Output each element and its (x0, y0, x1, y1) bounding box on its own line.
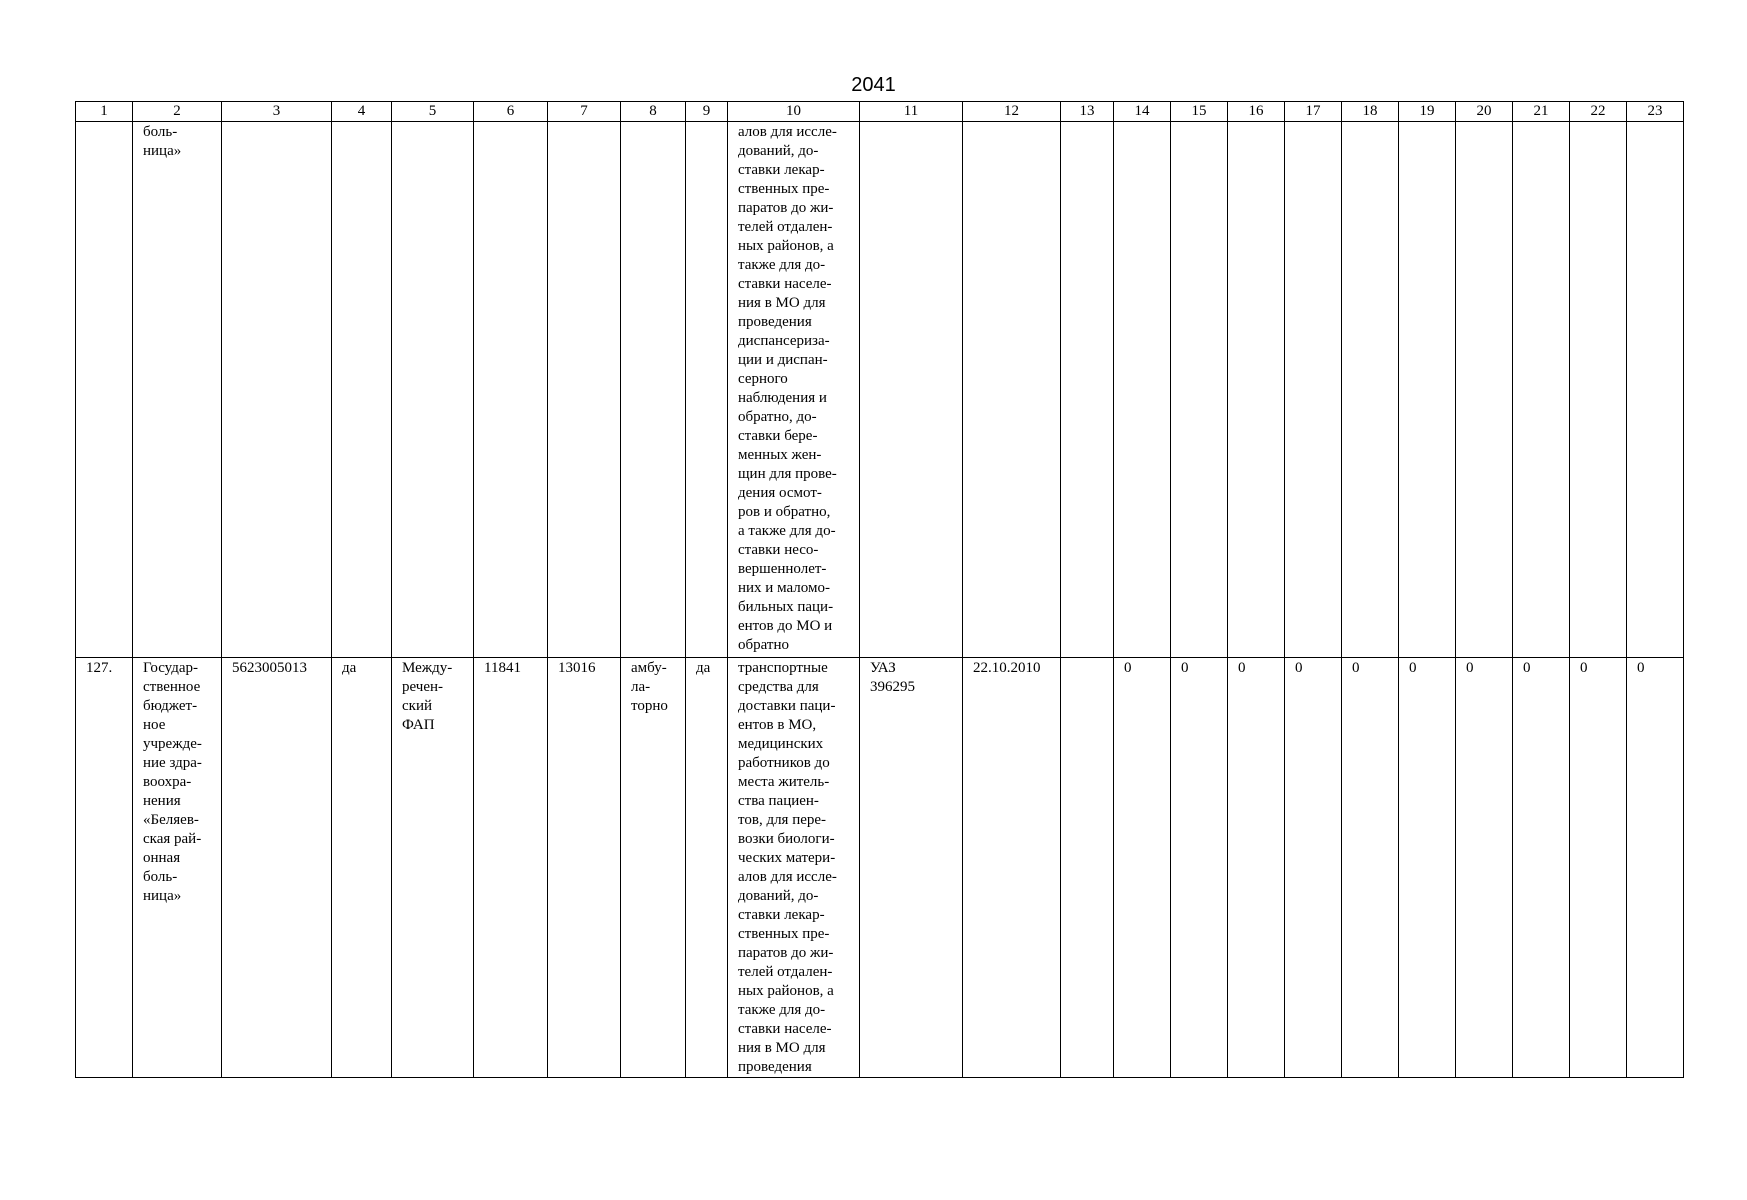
column-number-6: 6 (474, 102, 548, 122)
column-number-20: 20 (1456, 102, 1513, 122)
table-cell-col-18 (1342, 658, 1399, 1078)
cell-text: да (342, 660, 357, 676)
table-cell-col-19 (1399, 122, 1456, 658)
table-cell-col-4 (332, 122, 392, 658)
cell-text: 13016 (558, 660, 596, 676)
column-number-11: 11 (860, 102, 963, 122)
column-number-4: 4 (332, 102, 392, 122)
column-number-19: 19 (1399, 102, 1456, 122)
table-cell-col-21 (1513, 122, 1570, 658)
table-cell-col-23 (1627, 122, 1684, 658)
cell-text: 5623005013 (232, 660, 307, 676)
table-cell-col-13 (1061, 122, 1114, 658)
column-number-18: 18 (1342, 102, 1399, 122)
cell-text: 0 (1466, 660, 1474, 676)
column-number-13: 13 (1061, 102, 1114, 122)
column-number-8: 8 (621, 102, 686, 122)
table-cell-col-11 (860, 122, 963, 658)
cell-text: амбу- ла- торно (631, 660, 668, 714)
table-cell-col-14 (1114, 122, 1171, 658)
cell-text: 0 (1238, 660, 1246, 676)
column-number-10: 10 (728, 102, 860, 122)
table-cell-col-7 (548, 122, 621, 658)
table-cell-col-10 (728, 122, 860, 658)
table-cell-col-15 (1171, 122, 1228, 658)
cell-text: 0 (1409, 660, 1417, 676)
table-cell-col-5 (392, 658, 474, 1078)
cell-text: 0 (1637, 660, 1645, 676)
page-number: 2041 (851, 74, 896, 96)
cell-text: Между- речен- ский ФАП (402, 660, 453, 733)
cell-text: 0 (1580, 660, 1588, 676)
cell-text: 11841 (484, 660, 521, 676)
table-cell-col-1 (76, 658, 133, 1078)
table-cell-col-22 (1570, 122, 1627, 658)
cell-text: алов для иссле- дований, до- ставки лекар- ственных пре- паратов до жи- телей отдален- ных районов, а также для до- ставки населе- ния в МО для проведения диспансериза- ции и диспан- серного наблюдения и обратно, до- ставки бере- менных жен- щин для прове- дения осмот- ров и обратно, а также для до- ставки несо- вершеннолет- них и маломо- бильных паци- ентов до МО и обратно (738, 124, 837, 653)
cell-text: транспортные средства для доставки паци- ентов в МО, медицинских работников до места житель- ства пациен- тов, для пере- возки биологи- ческих матери- алов для иссле- дований, до- ставки лекар- ственных пре- паратов до жи- телей отдален- ных районов, а также для до- ставки населе- ния в МО для проведения (738, 660, 837, 1075)
table-cell-col-22 (1570, 658, 1627, 1078)
cell-text: Государ- ственное бюджет- ное учрежде- ние здра- воохра- нения «Беляев- ская рай- онная боль- ница» (143, 660, 202, 904)
cell-text: УАЗ 396295 (870, 660, 915, 695)
table-cell-col-5 (392, 122, 474, 658)
column-number-9: 9 (686, 102, 728, 122)
table-cell-col-16 (1228, 658, 1285, 1078)
table-cell-col-16 (1228, 122, 1285, 658)
column-number-row (76, 102, 1684, 122)
column-number-21: 21 (1513, 102, 1570, 122)
column-number-23: 23 (1627, 102, 1684, 122)
cell-text: 0 (1181, 660, 1189, 676)
table-cell-col-1 (76, 122, 133, 658)
table-cell-col-23 (1627, 658, 1684, 1078)
table-cell-col-4 (332, 658, 392, 1078)
table-cell-col-3 (222, 658, 332, 1078)
table-cell-col-11 (860, 658, 963, 1078)
table-cell-col-8 (621, 122, 686, 658)
column-number-12: 12 (963, 102, 1061, 122)
column-number-3: 3 (222, 102, 332, 122)
table-cell-col-19 (1399, 658, 1456, 1078)
table-cell-col-3 (222, 122, 332, 658)
cell-text: 127. (86, 660, 113, 676)
table-cell-col-9 (686, 658, 728, 1078)
cell-text: 0 (1295, 660, 1303, 676)
column-number-14: 14 (1114, 102, 1171, 122)
table-cell-col-18 (1342, 122, 1399, 658)
table-cell-col-21 (1513, 658, 1570, 1078)
table-cell-col-6 (474, 122, 548, 658)
table-cell-col-6 (474, 658, 548, 1078)
column-number-22: 22 (1570, 102, 1627, 122)
cell-text: 0 (1352, 660, 1360, 676)
table-cell-col-9 (686, 122, 728, 658)
table-cell-col-17 (1285, 122, 1342, 658)
cell-text: боль- ница» (143, 124, 182, 159)
table-cell-col-2 (133, 658, 222, 1078)
table-cell-col-2 (133, 122, 222, 658)
table-cell-col-20 (1456, 122, 1513, 658)
cell-text: да (696, 660, 711, 676)
column-number-15: 15 (1171, 102, 1228, 122)
table-cell-col-8 (621, 658, 686, 1078)
cell-text: 0 (1523, 660, 1531, 676)
table-cell-col-20 (1456, 658, 1513, 1078)
column-number-5: 5 (392, 102, 474, 122)
column-number-16: 16 (1228, 102, 1285, 122)
table-cell-col-10 (728, 658, 860, 1078)
column-number-7: 7 (548, 102, 621, 122)
data-table (75, 101, 1684, 1078)
table-cell-col-12 (963, 122, 1061, 658)
table-cell-col-15 (1171, 658, 1228, 1078)
table-cell-col-14 (1114, 658, 1171, 1078)
column-number-1: 1 (76, 102, 133, 122)
column-number-17: 17 (1285, 102, 1342, 122)
table-cell-col-12 (963, 658, 1061, 1078)
table-row (76, 122, 1684, 658)
column-number-2: 2 (133, 102, 222, 122)
cell-text: 0 (1124, 660, 1132, 676)
table-row (76, 658, 1684, 1078)
cell-text: 22.10.2010 (973, 660, 1041, 676)
table-cell-col-13 (1061, 658, 1114, 1078)
table-cell-col-7 (548, 658, 621, 1078)
table-cell-col-17 (1285, 658, 1342, 1078)
